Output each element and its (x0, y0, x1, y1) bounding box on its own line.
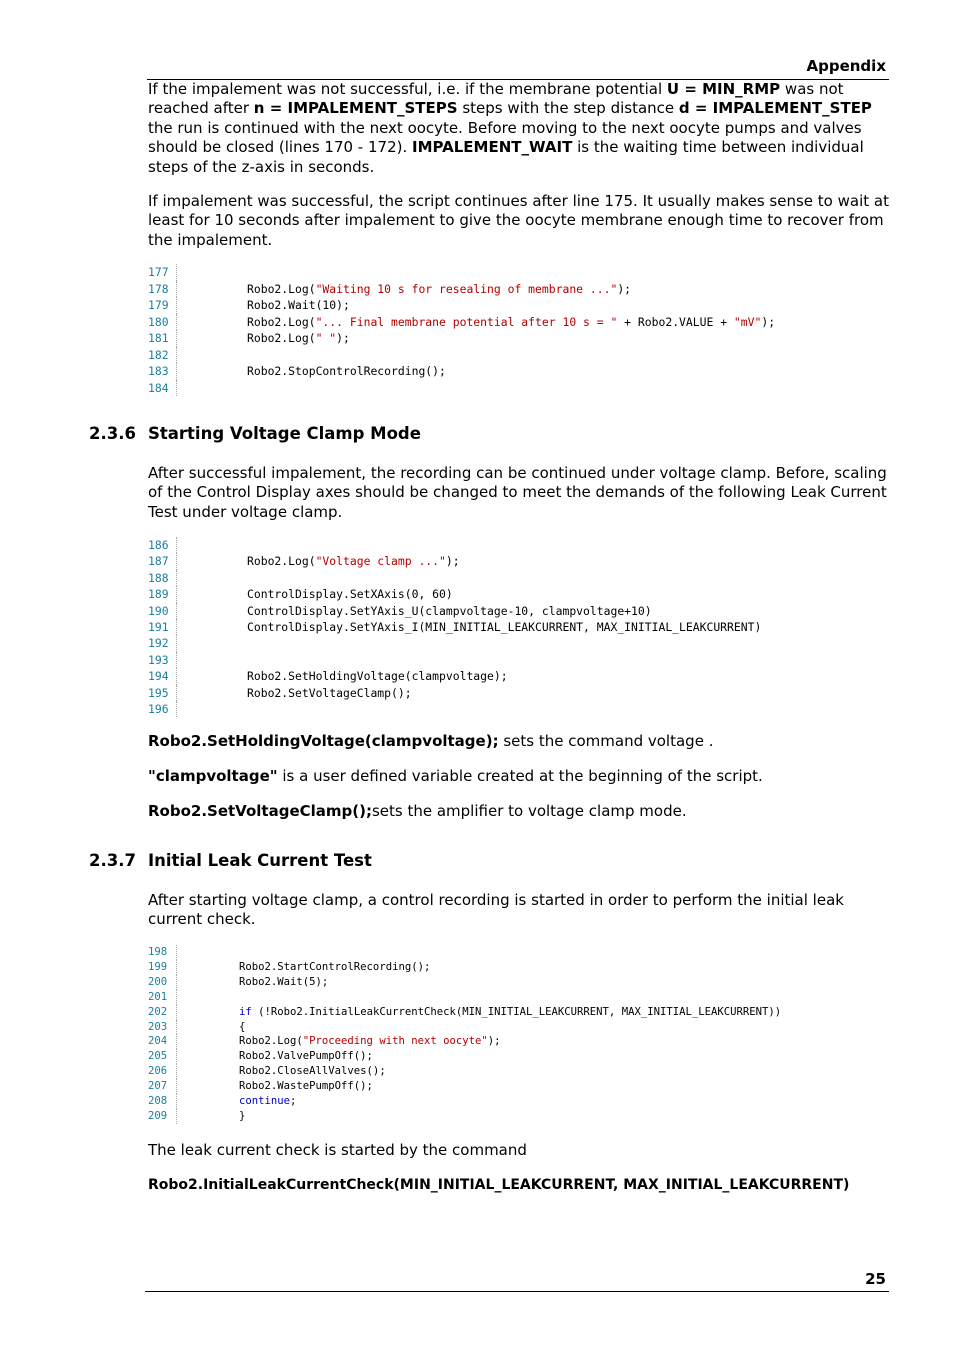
code-line (148, 1109, 781, 1124)
code-string: "Waiting 10 s for resealing of membrane ..." (315, 281, 618, 296)
code-line (148, 1094, 781, 1109)
code-text: Robo2.StartControlRecording(); (239, 960, 431, 973)
closing-command: Robo2.InitialLeakCurrentCheck(MIN_INITIAL_LEAKCURRENT, MAX_INITIAL_LEAKCURRENT) (148, 1177, 850, 1193)
code-line (148, 1020, 781, 1035)
line-number: 192 (148, 635, 177, 651)
code-block-3 (148, 945, 781, 1124)
explanation-text: sets the amplifier to voltage clamp mode. (371, 802, 687, 820)
code-line (148, 1064, 781, 1079)
code-line (148, 363, 775, 380)
text-run: If the impalement was not successful, i.e. if the membrane potential (148, 80, 667, 98)
code-text: Robo2.SetHoldingVoltage(clampvoltage); (247, 669, 508, 684)
code-text: (!Robo2.InitialLeakCurrentCheck(MIN_INITIAL_LEAKCURRENT, MAX_INITIAL_LEAKCURRENT)) (251, 1005, 782, 1018)
line-number: 200 (148, 975, 177, 990)
line-number: 198 (148, 945, 177, 960)
line-number: 177 (148, 264, 177, 281)
line-number: 202 (148, 1005, 177, 1020)
line-number: 209 (148, 1109, 177, 1124)
code-string: "... Final membrane potential after 10 s = " (315, 314, 618, 329)
page-header-title: Appendix (806, 57, 886, 75)
text-run: was not reached after (148, 80, 844, 118)
section-heading-2-3-6 (89, 424, 421, 443)
section-number: 2.3.6 (89, 424, 136, 443)
code-text: + Robo2.VALUE + (617, 314, 734, 329)
line-number: 184 (148, 380, 177, 397)
explanation-clampvoltage (148, 767, 893, 786)
code-line (148, 990, 781, 1005)
line-number: 186 (148, 537, 177, 553)
explanation-code-term: "clampvoltage" (148, 767, 278, 785)
code-text: Robo2.Log( (247, 314, 316, 329)
bold-term: d = IMPALEMENT_STEP (678, 99, 872, 118)
line-number: 195 (148, 685, 177, 701)
explanation-text: is a user defined variable created at the beginning of the script. (277, 767, 763, 785)
line-number: 199 (148, 960, 177, 975)
line-number: 203 (148, 1020, 177, 1035)
line-number: 207 (148, 1079, 177, 1094)
code-text: Robo2.Wait(10); (247, 298, 350, 312)
line-number: 182 (148, 347, 177, 364)
closing-paragraph: The leak current check is started by the command (148, 1141, 527, 1159)
code-line (148, 1049, 781, 1064)
line-number: 190 (148, 603, 177, 619)
code-line (148, 281, 775, 298)
line-number: 196 (148, 701, 177, 717)
line-number: 204 (148, 1034, 177, 1049)
line-number: 194 (148, 668, 177, 684)
line-number: 205 (148, 1049, 177, 1064)
code-text: ); (761, 314, 776, 329)
code-string: " " (315, 331, 337, 345)
line-number: 189 (148, 586, 177, 602)
line-number: 201 (148, 990, 177, 1005)
section-2-3-6-paragraph: After successful impalement, the recording can be continued under voltage clamp. Before, scaling of the Control Display axes should be changed to meet the demands of the following Leak Current Test under voltage clamp. (148, 464, 887, 521)
explanation-set-holding-voltage (148, 732, 893, 751)
code-block-1 (148, 264, 775, 396)
code-line (148, 1005, 781, 1020)
text-run: steps with the step distance (457, 99, 679, 118)
code-text: ; (290, 1095, 297, 1108)
code-text: ); (336, 331, 350, 345)
code-string: "mV" (733, 314, 762, 329)
line-number: 180 (148, 314, 177, 331)
line-number: 206 (148, 1064, 177, 1079)
line-number: 191 (148, 619, 177, 635)
code-line (148, 264, 775, 281)
code-line (148, 603, 761, 619)
code-text: Robo2.Log( (247, 554, 316, 569)
code-line (148, 297, 775, 314)
code-text: Robo2.WastePumpOff(); (239, 1080, 373, 1093)
line-number: 187 (148, 553, 177, 569)
section-title: Starting Voltage Clamp Mode (148, 424, 421, 443)
code-line (148, 685, 761, 701)
footer-rule (145, 1291, 889, 1292)
code-text: { (239, 1020, 246, 1033)
code-line (148, 1034, 781, 1049)
text-run: is the waiting time between individual steps of the z-axis in seconds. (148, 138, 864, 176)
code-line (148, 330, 775, 347)
section-number: 2.3.7 (89, 851, 136, 870)
code-text: Robo2.Log( (247, 331, 316, 345)
code-text: ControlDisplay.SetYAxis_I(MIN_INITIAL_LEAKCURRENT, MAX_INITIAL_LEAKCURRENT) (247, 620, 762, 635)
bold-term: U = MIN_RMP (666, 80, 781, 98)
code-line (148, 668, 761, 684)
code-text: } (239, 1109, 246, 1122)
line-number: 181 (148, 330, 177, 347)
page-number: 25 (865, 1270, 886, 1288)
section-2-3-7-paragraph: After starting voltage clamp, a control recording is started in order to perform the initial leak current check. (148, 891, 844, 929)
section-heading-2-3-7 (89, 851, 372, 870)
code-line (148, 619, 761, 635)
bold-term: n = IMPALEMENT_STEPS (253, 99, 458, 118)
explanation-text: sets the command voltage . (498, 732, 714, 750)
code-line (148, 380, 775, 397)
explanation-set-voltage-clamp (148, 802, 893, 821)
code-text: Robo2.SetVoltageClamp(); (247, 685, 412, 700)
line-number: 179 (148, 297, 177, 314)
explanation-code-term: Robo2.SetHoldingVoltage(clampvoltage); (148, 732, 499, 750)
code-line (148, 314, 775, 331)
code-text: ); (617, 281, 632, 296)
code-keyword: continue (239, 1095, 291, 1108)
code-line (148, 960, 781, 975)
line-number: 183 (148, 363, 177, 380)
intro-paragraph-1 (148, 80, 893, 177)
code-line (148, 537, 761, 553)
code-text: ); (487, 1035, 501, 1048)
code-text: Robo2.ValvePumpOff(); (239, 1050, 373, 1063)
code-line (148, 553, 761, 569)
line-number: 178 (148, 281, 177, 298)
code-keyword: if (239, 1005, 252, 1018)
line-number: 188 (148, 570, 177, 586)
code-line (148, 635, 761, 651)
section-title: Initial Leak Current Test (148, 851, 372, 870)
code-text: ControlDisplay.SetXAxis(0, 60) (247, 587, 453, 602)
code-line (148, 975, 781, 990)
code-line (148, 701, 761, 717)
code-text: ControlDisplay.SetYAxis_U(clampvoltage-10, clampvoltage+10) (247, 603, 652, 618)
code-line (148, 347, 775, 364)
code-string: "Voltage clamp ..." (315, 554, 446, 569)
bold-term: IMPALEMENT_WAIT (412, 138, 573, 157)
code-string: "Proceeding with next oocyte" (302, 1035, 488, 1048)
line-number: 193 (148, 652, 177, 668)
intro-paragraph-2: If impalement was successful, the script continues after line 175. It usually makes sense to wait at least for 10 seconds after impalement to give the oocyte membrane enough time to recover from the impalement. (148, 192, 889, 249)
code-line (148, 586, 761, 602)
text-run: the run is continued with the next oocyte. Before moving to the next oocyte pumps and valves should be closed (lines 170 - 172). (148, 118, 862, 157)
code-line (148, 945, 781, 960)
code-text: Robo2.Log( (247, 281, 316, 296)
code-text: ); (445, 554, 460, 569)
code-text: Robo2.Log( (239, 1035, 303, 1048)
code-text: Robo2.Wait(5); (239, 975, 329, 988)
code-line (148, 570, 761, 586)
code-line (148, 1079, 781, 1094)
code-line (148, 652, 761, 668)
code-text: Robo2.CloseAllValves(); (239, 1065, 386, 1078)
line-number: 208 (148, 1094, 177, 1109)
explanation-code-term: Robo2.SetVoltageClamp(); (148, 802, 372, 820)
code-block-2 (148, 537, 761, 717)
code-text: Robo2.StopControlRecording(); (247, 364, 446, 378)
